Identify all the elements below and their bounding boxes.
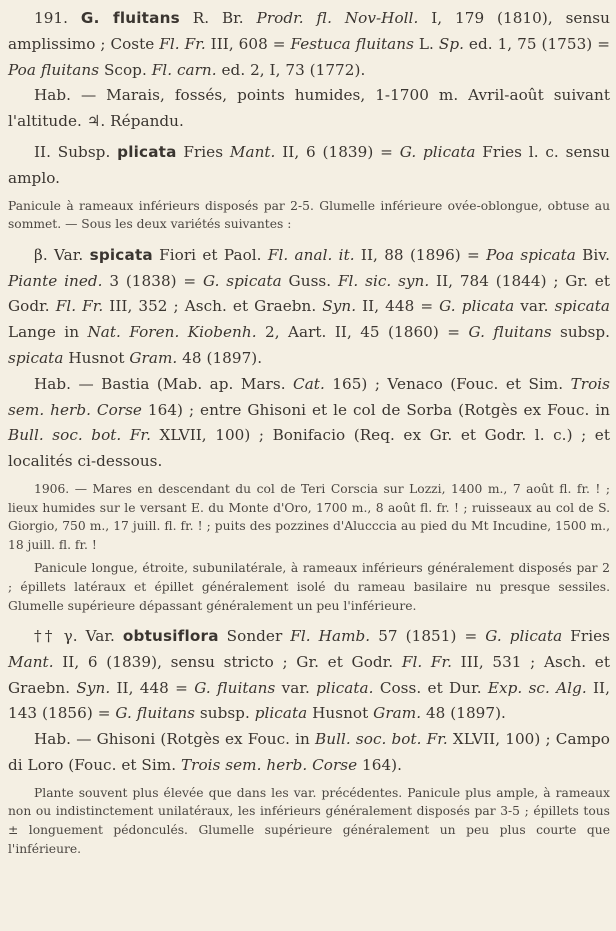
italic-text: Syn.	[76, 678, 111, 697]
italic-text: G. spicata	[203, 271, 282, 290]
text-run: Sonder	[218, 627, 291, 646]
text-run: 3 (1838) =	[102, 271, 203, 290]
text-run: III, 608 =	[205, 34, 291, 53]
taxon-name: obtusiflora	[122, 627, 219, 646]
text-run: 1906. — Mares en descendant du col de Teri Corscia sur Lozzi, 1400 m., 7 août fl. fr. ! ; lieux humides sur le versant E. du Monte d'Oro, 1700 m., 8 août fl. fr. ! ; ruisseaux au col de S. Giorgio, 750 m., 17 juill. fl. fr. ! ; puits des pozzines d'Alucccia au pied du Mt Incudine, 1500 m., 18 juill. fl. fr. !	[8, 481, 610, 552]
italic-text: Festuca fluitans	[290, 34, 414, 53]
text-run: Husnot	[63, 348, 130, 367]
text-run: II, 784 (1844) ; Gr. et Godr.	[8, 271, 610, 316]
italic-text: plicata.	[316, 678, 374, 697]
text-run: III, 352 ; Asch. et Graebn.	[103, 297, 323, 316]
var-spicata-synonymy	[8, 243, 610, 372]
text-run: II, 143 (1856) =	[8, 678, 610, 723]
text-run: Coss. et Dur.	[373, 678, 488, 697]
taxon-name: G. fluitans	[80, 9, 180, 27]
text-run: ed. 1, 75 (1753) =	[463, 34, 610, 53]
italic-text: Prodr. fl. Nov-Holl.	[256, 9, 419, 27]
text-run: Husnot	[307, 704, 374, 723]
text-run: Panicule à rameaux inférieurs disposés par 2-5. Glumelle inférieure ovée-oblongue, obtuse au sommet. — Sous les deux variétés suivantes :	[8, 198, 610, 232]
italic-text: Poa spicata	[486, 245, 576, 264]
italic-text: G. plicata	[399, 142, 476, 161]
italic-text: Fl. anal. it.	[267, 245, 355, 264]
text-run: II, 448 =	[356, 297, 440, 316]
italic-text: Mant.	[8, 652, 54, 671]
italic-text: Fl. Fr.	[401, 652, 453, 671]
text-run: †† γ. Var.	[34, 627, 123, 646]
italic-text: spicata	[8, 348, 64, 367]
italic-text: G. plicata	[439, 297, 515, 316]
italic-text: Gram.	[129, 348, 178, 367]
text-run: Fries l. c. sensu amplo.	[8, 142, 610, 187]
subsp-plicata-heading	[8, 140, 610, 192]
italic-text: Fl. Hamb.	[290, 627, 371, 646]
text-run: subsp.	[195, 704, 255, 723]
text-run: Hab. — Bastia (Mab. ap. Mars.	[34, 374, 294, 393]
text-run: Plante souvent plus élevée que dans les var. précédentes. Panicule plus ample, à rameaux non ou indistinctement unilatéraux, les inférieurs généralement disposés par 3-5 ; épillets tous ± longuement pédonculés. Glumelle supérieure généralement un peu plus courte que l'inférieure.	[8, 785, 610, 856]
italic-text: Fl. sic. syn.	[337, 271, 430, 290]
var-spicata-habitat	[8, 372, 610, 475]
text-run: 48 (1897).	[177, 348, 263, 367]
text-run: II, 6 (1839), sensu stricto ; Gr. et Godr.	[53, 652, 402, 671]
text-run: β. Var.	[34, 245, 90, 264]
italic-text: Poa fluitans	[8, 60, 100, 79]
italic-text: Cat.	[293, 374, 325, 393]
text-run: L.	[413, 34, 439, 53]
text-run: Scop.	[99, 60, 152, 79]
italic-text: G. plicata	[485, 627, 563, 646]
entry-191-habitat	[8, 83, 610, 135]
var-obtusiflora-habitat	[8, 727, 610, 779]
italic-text: Exp. sc. Alg.	[487, 678, 587, 697]
italic-text: Trois sem. herb. Corse	[180, 756, 358, 775]
text-run: subsp.	[551, 323, 610, 342]
text-run: 48 (1897).	[421, 704, 506, 723]
text-run: II. Subsp.	[34, 142, 118, 161]
italic-text: Sp.	[438, 34, 464, 53]
italic-text: G. fluitans	[468, 323, 552, 342]
text-run: Guss.	[281, 271, 338, 290]
taxon-name: spicata	[89, 245, 153, 264]
text-run: Panicule longue, étroite, subunilatérale, à rameaux inférieurs généralement disposés par 2 ; épillets latéraux et épillet généralement isolé du rameau basilaire nu presque sessiles. Glumelle supérieure dépassant généralement un peu l'inférieure.	[8, 561, 610, 613]
italic-text: Bull. soc. bot. Fr.	[315, 730, 448, 749]
text-run: 191.	[34, 9, 81, 27]
italic-text: Mant.	[229, 142, 276, 161]
text-run: ed. 2, I, 73 (1772).	[216, 60, 366, 79]
italic-text: plicata	[254, 704, 308, 723]
var-spicata-description	[8, 559, 610, 615]
italic-text: Gram.	[373, 704, 422, 723]
var-obtusiflora-synonymy	[8, 624, 610, 727]
text-run: XLVII, 100) ; Campo di Loro (Fouc. et Sim.	[8, 730, 610, 775]
text-run: Fiori et Paol.	[152, 245, 268, 264]
text-run: R. Br.	[179, 9, 257, 27]
text-run: II, 88 (1896) =	[354, 245, 487, 264]
text-run: 164) ; entre Ghisoni et le col de Sorba (Rotgès ex Fouc. in	[141, 400, 610, 419]
taxon-name: plicata	[117, 142, 177, 161]
text-run: II, 448 =	[110, 678, 195, 697]
italic-text: Syn.	[322, 297, 357, 316]
text-run: Biv.	[575, 245, 610, 264]
italic-text: Trois sem. herb. Corse	[8, 374, 611, 419]
italic-text: spicata	[554, 297, 611, 316]
italic-text: Bull. soc. bot. Fr.	[8, 426, 151, 445]
text-run: Lange in	[8, 323, 88, 342]
italic-text: Fl. Fr.	[55, 297, 104, 316]
text-run: XLVII, 100) ; Bonifacio (Req. ex Gr. et Godr. l. c.) ; et localités ci-dessous.	[8, 426, 610, 471]
italic-text: G. fluitans	[115, 704, 196, 723]
text-run: 2, Aart. II, 45 (1860) =	[256, 323, 469, 342]
text-run: Fries	[176, 142, 230, 161]
entry-191-synonymy	[8, 6, 610, 83]
text-run: Hab. — Marais, fossés, points humides, 1-1700 m. Avril-août suivant l'altitude. ♃. Répandu.	[8, 86, 610, 131]
text-run: III, 531 ; Asch. et Graebn.	[8, 652, 611, 697]
italic-text: Fl. Fr.	[159, 34, 206, 53]
text-run: II, 6 (1839) =	[275, 142, 400, 161]
text-run: var.	[514, 297, 555, 316]
text-run: Hab. — Ghisoni (Rotgès ex Fouc. in	[34, 730, 316, 749]
text-run: Fries	[562, 627, 610, 646]
italic-text: Piante ined.	[8, 271, 103, 290]
text-run: 164).	[357, 756, 403, 775]
var-spicata-collections	[8, 480, 610, 554]
text-run: I, 179 (1810), sensu amplissimo ; Coste	[8, 9, 610, 53]
var-obtusiflora-description	[8, 784, 610, 858]
italic-text: G. fluitans	[194, 678, 276, 697]
subsp-plicata-description	[8, 197, 610, 234]
text-run: 165) ; Venaco (Fouc. et Sim.	[324, 374, 571, 393]
italic-text: Nat. Foren. Kiobenh.	[87, 323, 257, 342]
text-run: 57 (1851) =	[370, 627, 486, 646]
italic-text: Fl. carn.	[151, 60, 217, 79]
text-run: var.	[275, 678, 317, 697]
